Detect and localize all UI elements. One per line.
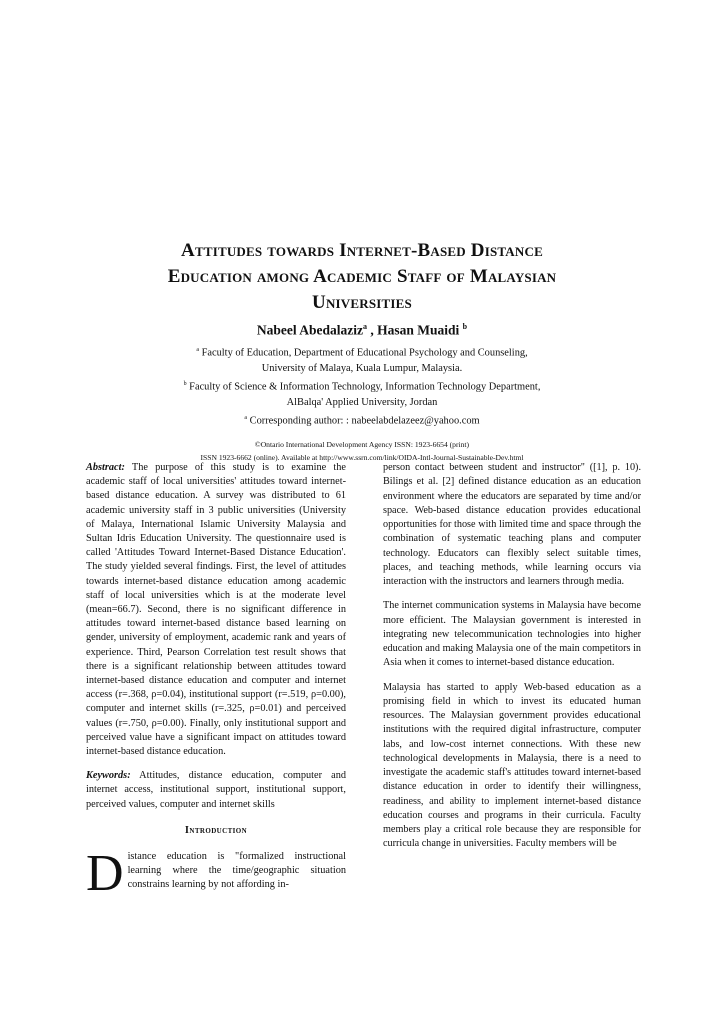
keywords	[86, 769, 346, 812]
abstract	[86, 461, 346, 759]
affiliation-text: Faculty of Education, Department of Educational Psychology and Counseling,	[201, 347, 528, 359]
abstract-text: The purpose of this study is to examine the academic staff of local universities' attitudes toward internet-based distance education. A survey was distributed to 61 academic university staff in 3 public universities (University of Malaya, International Islamic University Malaysia and Sultan Idris Education University. The questionnaire used is called 'Attitudes Toward Internet-Based Distance Education'. The study yielded several findings. First, the level of attitudes towards internet-based distance education among academic staff of local universities which is at the moderate level (mean=66.7). Second, there is no significant difference in attitudes toward internet-based distance based learning on gender, university of employment, academic rank and years of experience. Third, Pearson Correlation test result shows that there is a significant relationship between attitudes toward internet-based distance education and computer and internet access (r=.368, ρ=0.04), institutional support (r=.519, ρ=0.00), computer and internet skills (r=.325, ρ=0.01) and perceived values (r=.750, ρ=0.00). Finally, only institutional support and perceived value have a significant impact on attitudes toward internet-based distance education.	[86, 462, 347, 758]
right-column	[383, 461, 641, 862]
intro-text: istance education is "formalized instructional learning where the time/geographic situation constrains learning by not affording in-	[127, 851, 346, 891]
affiliation-line	[80, 343, 644, 361]
body-paragraph: The internet communication systems in Malaysia have become more efficient. The Malaysian government is interested in integrating new telecommunication technologies into higher education and making Malaysia one of the main competitors in Asia when it comes to internet-based distance education.	[383, 600, 641, 669]
body-paragraph: Malaysia has started to apply Web-based education as a promising field in which to invest its educated human resources. The Malaysian government provides educational institutions with the required digital infrastructure, computer labs, and low-cost internet connections. With these new technological developments in Malaysia, there is a need to investigate the academic staff's attitudes toward internet-based distance education in order to identify their willingness, readiness, and ability to implement internet-based distance education courses and programs in their curricula. Faculty members play a critical role because they are responsible for curricula change in universities. Faculty members will be	[383, 681, 641, 850]
affiliations	[80, 343, 644, 429]
keywords-label: Keywords:	[86, 770, 131, 782]
paper-title	[80, 238, 644, 316]
drop-cap: D	[86, 845, 124, 903]
copyright-line: ISSN 1923-6662 (online). Available at http://www.ssrn.com/link/OIDA-Intl-Journal-Sustainable-Dev.html	[200, 452, 524, 462]
corresponding-author-text: Corresponding author: : nabeelabdelazeez@yahoo.com	[249, 415, 480, 427]
keywords-text: Attitudes, distance education, computer and internet access, institutional support, institutional support, perceived values, computer and internet skills	[86, 770, 346, 810]
affil-mark: a	[244, 415, 248, 422]
intro-paragraph	[86, 845, 346, 903]
author-affil-mark: b	[462, 322, 468, 331]
corresponding-author	[80, 411, 644, 429]
title-line: Education among Academic Staff of Malaysian	[167, 266, 557, 287]
affil-mark: a	[196, 347, 199, 353]
author-name: Nabeel Abedalaziz	[256, 322, 363, 338]
author-separator: ,	[367, 322, 378, 338]
affiliation-line: AlBalqa' Applied University, Jordan	[286, 397, 438, 409]
affil-mark: b	[183, 381, 187, 388]
title-line: Universities	[312, 292, 412, 313]
author-name: Hasan Muaidi	[377, 322, 460, 338]
affiliation-text: Faculty of Science & Information Technology, Information Technology Department,	[189, 381, 541, 393]
section-heading: Introduction	[184, 824, 248, 836]
affiliation-line: University of Malaya, Kuala Lumpur, Malaysia.	[261, 363, 463, 375]
body-paragraph: person contact between student and instructor" ([1], p. 10). Bilings et al. [2] defined distance education as an education environment where the educators are separated by time and/or space. Web-based distance education provides educational opportunities for those with limited time and space through the combination of systematic teaching plans and computer technology. Educators can flexibly select suitable times, places, and teaching methods, while learning occurs via interaction with the instructors and learners through media.	[383, 462, 641, 587]
author-list	[80, 322, 644, 339]
author-affil-mark: a	[363, 322, 367, 331]
left-column	[86, 461, 346, 903]
copyright-line: ©Ontario International Development Agency ISSN: 1923-6654 (print)	[254, 440, 470, 449]
affiliation-line	[80, 377, 644, 395]
title-line: Attitudes towards Internet-Based Distance	[181, 240, 543, 261]
abstract-label: Abstract:	[86, 462, 125, 473]
